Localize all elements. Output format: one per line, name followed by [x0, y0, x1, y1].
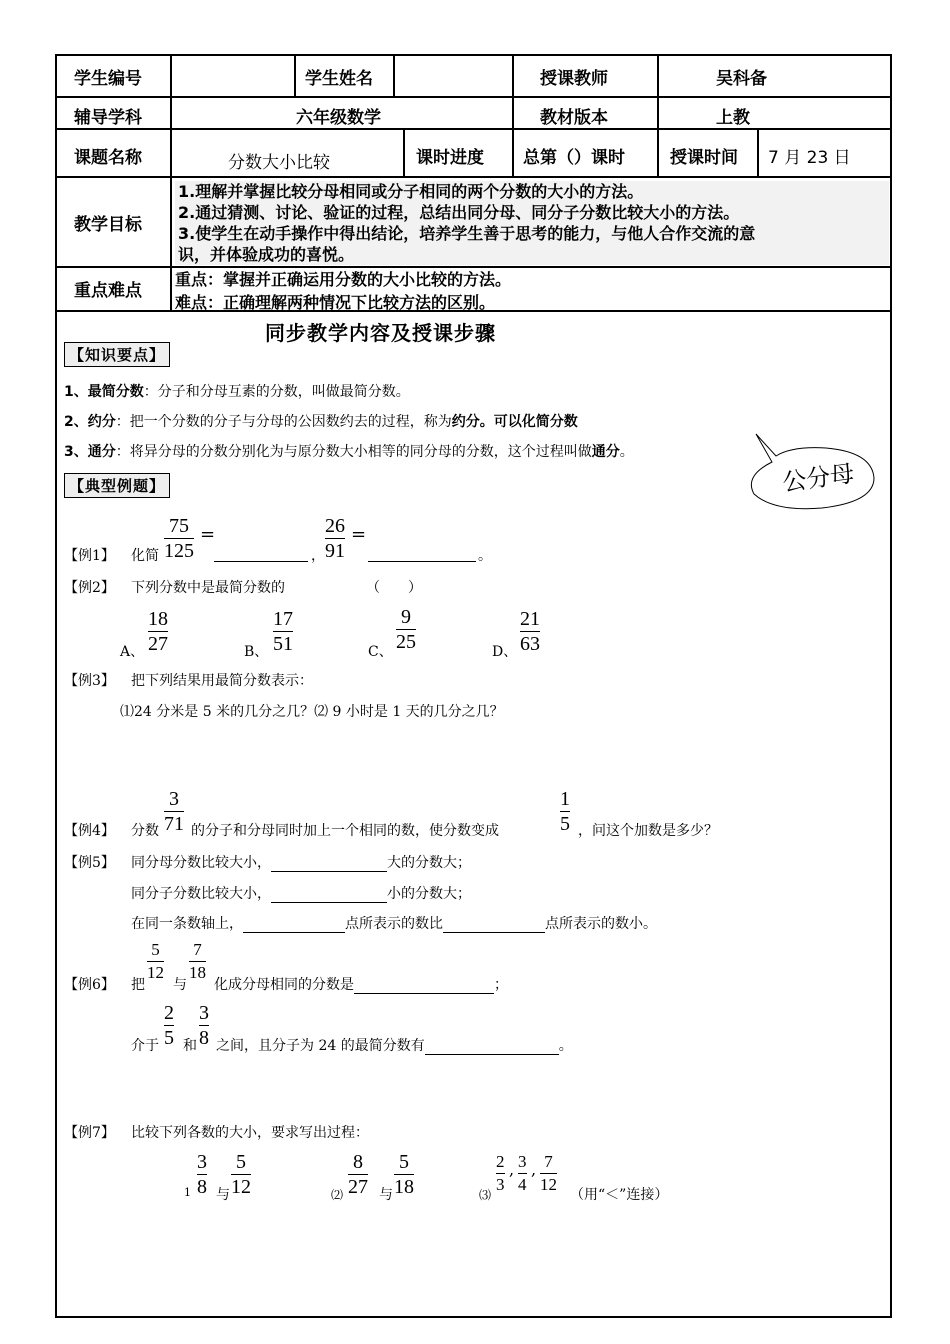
with-text: 与	[379, 1187, 393, 1203]
term: 通分	[591, 444, 620, 460]
equals: =	[351, 524, 367, 545]
answer-blank[interactable]	[271, 855, 387, 872]
denominator: 27	[148, 633, 168, 655]
fraction	[496, 1153, 505, 1194]
example-6-line1	[214, 974, 508, 994]
example-1-label: 【例1】	[64, 548, 115, 564]
text: 同分母分数比较大小，	[131, 855, 271, 871]
option-letter: A、	[120, 644, 145, 660]
term: 最简分数	[87, 384, 144, 400]
section-title: 同步教学内容及授课步骤	[265, 321, 496, 345]
term: 约分	[451, 414, 480, 430]
goals-label: 教学目标	[74, 215, 142, 235]
table-line	[55, 176, 892, 178]
text: 化成分母相同的分数是	[214, 977, 354, 993]
fraction	[189, 941, 206, 982]
text: 点所表示的数小。	[545, 916, 657, 932]
denominator: 5	[164, 1027, 174, 1049]
key-point: 重点：掌握并正确运用分数的大小比较的方法。	[175, 270, 512, 289]
numerator: 21	[520, 608, 540, 630]
definition: ：将异分母的分数分别化为与原分数大小相等的同分母的分数，这个过程叫做	[115, 444, 592, 460]
text: 。	[558, 1038, 573, 1054]
table-line	[757, 128, 759, 176]
example-4-end: ，问这个加数是多少？	[578, 823, 718, 839]
example-6-label: 【例6】	[64, 977, 115, 993]
table-line	[403, 128, 405, 176]
numerator: 3	[199, 1002, 209, 1024]
numerator: 7	[193, 940, 202, 959]
fraction	[197, 1152, 207, 1197]
goal-line: 3.使学生在动手操作中得出结论，培养学生善于思考的能力，与他人合作交流的意	[178, 224, 756, 243]
denominator: 8	[199, 1027, 209, 1049]
term: 通分	[87, 444, 116, 460]
item-number: 3、	[64, 444, 88, 460]
denominator: 91	[325, 540, 345, 562]
example-3-label: 【例3】	[64, 673, 115, 689]
table-line	[512, 54, 514, 176]
option-a-fraction	[148, 609, 168, 654]
example-6-pre2: 介于	[131, 1038, 159, 1054]
edition-label: 教材版本	[540, 108, 608, 128]
denominator: 12	[147, 963, 164, 982]
difficulty: 难点：正确理解两种情况下比较方法的区别。	[175, 293, 496, 312]
period: 。	[478, 548, 492, 564]
denominator: 125	[164, 540, 194, 562]
keypoints	[175, 268, 511, 314]
with-text: 与	[216, 1187, 230, 1203]
example-5-label: 【例5】	[64, 855, 115, 871]
numerator: 3	[169, 788, 179, 810]
and-text: 与	[173, 977, 187, 993]
example-4-pre: 分数	[131, 823, 159, 839]
topic-value: 分数大小比较	[228, 153, 330, 173]
numerator: 5	[151, 940, 160, 959]
example-5-line3	[131, 913, 657, 933]
answer-blank[interactable]	[271, 886, 387, 903]
example-2-text: 下列分数中是最简分数的	[131, 580, 285, 596]
subject-label: 辅导学科	[74, 108, 142, 128]
denominator: 8	[197, 1176, 207, 1198]
goal-line: 2.通过猜测、讨论、验证的过程，总结出同分母、同分子分数比较大小的方法。	[178, 203, 740, 222]
student-id-label: 学生编号	[74, 69, 142, 89]
part-number: ⑵	[331, 1188, 344, 1202]
numerator: 5	[399, 1151, 409, 1173]
part-number: ⑶	[479, 1188, 492, 1202]
fraction	[199, 1003, 209, 1048]
numerator: 1	[560, 788, 570, 810]
numerator: 3	[518, 1152, 527, 1171]
table-line	[55, 96, 892, 98]
table-line	[393, 54, 395, 96]
numerator: 26	[325, 515, 345, 537]
teaching-goals	[175, 181, 889, 265]
denominator: 5	[560, 813, 570, 835]
numerator: 18	[148, 608, 168, 630]
text: 之间，且分子为 24 的最简分数有	[216, 1038, 425, 1054]
example-7-text: 比较下列各数的大小，要求写出过程：	[131, 1125, 369, 1141]
progress-label: 课时进度	[416, 148, 484, 168]
goal-line: 识，并体验成功的喜悦。	[178, 245, 355, 264]
knowledge-tag: 【知识要点】	[64, 342, 170, 367]
example-5-line2	[131, 883, 471, 903]
term: 约分	[87, 414, 116, 430]
note: 。可以化简分数	[479, 414, 578, 430]
definition: ：把一个分数的分子与分母的公因数约去的过程，称为	[115, 414, 452, 430]
example-7-label: 【例7】	[64, 1125, 115, 1141]
numerator: 3	[197, 1151, 207, 1173]
keypoints-label: 重点难点	[74, 281, 142, 301]
table-line	[657, 54, 659, 176]
answer-blank[interactable]	[443, 916, 545, 933]
student-name-label: 学生姓名	[305, 69, 373, 89]
denominator: 12	[231, 1176, 251, 1198]
comma: ,	[531, 1160, 537, 1179]
edition-value: 上教	[716, 108, 750, 128]
fraction	[560, 789, 570, 834]
numerator: 7	[544, 1152, 553, 1171]
and-text: 和	[183, 1038, 197, 1054]
comma: ,	[509, 1160, 515, 1179]
denominator: 3	[496, 1175, 505, 1194]
topic-label: 课题名称	[74, 148, 142, 168]
denominator: 25	[396, 631, 416, 653]
answer-blank[interactable]	[243, 916, 345, 933]
example-6-pre: 把	[131, 977, 145, 993]
text: 点所表示的数比	[345, 916, 443, 932]
denominator: 12	[540, 1175, 557, 1194]
text: 小的分数大；	[387, 886, 471, 902]
time-value: 7 月 23 日	[768, 148, 851, 168]
part-number: 1	[184, 1186, 191, 1199]
knowledge-item-1	[64, 381, 410, 401]
numerator: 2	[164, 1002, 174, 1024]
answer-blank[interactable]	[354, 977, 494, 994]
numerator: 75	[169, 515, 189, 537]
denominator: 63	[520, 633, 540, 655]
option-d-fraction	[520, 609, 540, 654]
fraction	[540, 1153, 557, 1194]
answer-paren[interactable]: （ ）	[366, 580, 422, 596]
answer-blank[interactable]	[368, 545, 476, 562]
text: 大的分数大；	[387, 855, 471, 871]
option-letter: B、	[244, 644, 269, 660]
fraction	[518, 1153, 527, 1194]
time-label: 授课时间	[670, 148, 738, 168]
hint-text: （用“＜”连接）	[570, 1187, 669, 1203]
option-c-fraction	[396, 607, 416, 652]
item-number: 1、	[64, 384, 88, 400]
example-3-text: 把下列结果用最简分数表示：	[131, 673, 313, 689]
denominator: 27	[348, 1176, 368, 1198]
progress-value: 总第（）课时	[523, 148, 625, 168]
text: ；	[494, 977, 508, 993]
option-letter: D、	[492, 644, 518, 660]
fraction	[164, 789, 184, 834]
definition: ：分子和分母互素的分数，叫做最简分数。	[143, 384, 410, 400]
text: 同分子分数比较大小，	[131, 886, 271, 902]
denominator: 71	[164, 813, 184, 835]
example-3-questions: ⑴24 分米是 5 米的几分之几？⑵ 9 小时是 1 天的几分之几？	[120, 704, 504, 720]
fraction	[325, 516, 345, 561]
example-1-text: 化简	[131, 548, 159, 564]
table-line	[170, 54, 172, 310]
example-4-text: 的分子和分母同时加上一个相同的数，使分数变成	[191, 823, 499, 839]
bubble-note: 公分母	[780, 459, 856, 497]
teacher-label: 授课教师	[540, 69, 608, 89]
option-letter: C、	[368, 644, 393, 660]
fraction	[394, 1152, 414, 1197]
fraction	[164, 516, 194, 561]
denominator: 51	[273, 633, 293, 655]
numerator: 2	[496, 1152, 505, 1171]
equals: =	[200, 524, 216, 545]
answer-blank[interactable]	[214, 545, 308, 562]
answer-blank[interactable]	[425, 1038, 559, 1055]
numerator: 8	[353, 1151, 363, 1173]
goal-line: 1.理解并掌握比较分母相同或分子相同的两个分数的大小的方法。	[178, 182, 644, 201]
text: 在同一条数轴上，	[131, 916, 243, 932]
option-b-fraction	[273, 609, 293, 654]
denominator: 18	[189, 963, 206, 982]
knowledge-item-3	[64, 441, 634, 461]
numerator: 9	[401, 606, 411, 628]
period: 。	[619, 444, 634, 460]
subject-value: 六年级数学	[296, 108, 381, 128]
denominator: 18	[394, 1176, 414, 1198]
item-number: 2、	[64, 414, 88, 430]
comma: ，	[311, 548, 325, 564]
example-5-line1	[131, 852, 471, 872]
fraction	[164, 1003, 174, 1048]
example-6-line2	[216, 1035, 573, 1055]
fraction	[348, 1152, 368, 1197]
denominator: 4	[518, 1175, 527, 1194]
examples-tag: 【典型例题】	[64, 473, 170, 498]
numerator: 17	[273, 608, 293, 630]
table-line	[55, 128, 892, 130]
fraction	[231, 1152, 251, 1197]
fraction	[147, 941, 164, 982]
example-2-label: 【例2】	[64, 580, 115, 596]
example-4-label: 【例4】	[64, 823, 115, 839]
table-line	[294, 54, 296, 96]
teacher-value: 吴科备	[716, 69, 767, 89]
numerator: 5	[236, 1151, 246, 1173]
knowledge-item-2	[64, 411, 578, 431]
